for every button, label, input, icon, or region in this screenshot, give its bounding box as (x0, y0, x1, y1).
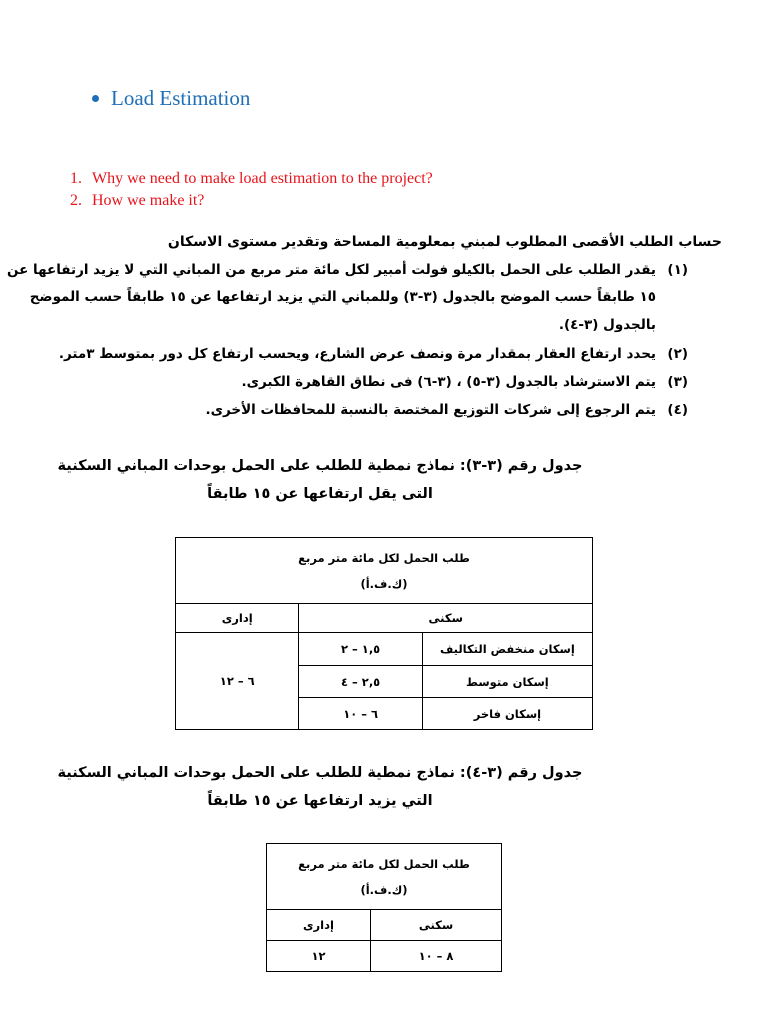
table-row (176, 633, 593, 666)
heading-text: Load Estimation (111, 86, 251, 110)
table-header (267, 844, 502, 910)
table-header (176, 538, 593, 604)
table-caption: جدول رقم (٣-٣): نماذج نمطية للطلب على الحمل بوحدات المباني السكنية (57, 458, 583, 474)
table-header-title: طلب الحمل لكل مائة متر مربع (298, 550, 470, 565)
administrative-value: ٦ – ١٢ (176, 633, 299, 730)
item-number: (٤) (667, 402, 688, 418)
item-line: ١٥ طابقاً حسب الموضح بالجدول (٣-٣) وللمباني التي يزيد ارتفاعها عن ١٥ طابقاً حسب الموضح (29, 289, 656, 305)
question-number: 1. (70, 170, 82, 187)
item-line: يقدر الطلب على الحمل بالكيلو فولت أمبير لكل مائة متر مربع من المباني التي لا يزيد ارتفاعها عن (6, 262, 656, 278)
column-header-residential: سكنى (299, 604, 593, 633)
table-row (267, 941, 502, 972)
item-number: (٣) (667, 374, 688, 390)
question-text: Why we need to make load estimation to the project? (92, 170, 433, 187)
residential-value: ٦ – ١٠ (299, 698, 422, 730)
question-item (70, 192, 204, 210)
item-line: بالجدول (٣-٤). (558, 317, 656, 333)
bullet-icon (92, 95, 99, 102)
residential-value: ١,٥ – ٢ (299, 633, 422, 666)
section-heading (92, 86, 250, 111)
administrative-value: ١٢ (267, 941, 371, 972)
item-line: يتم الاسترشاد بالجدول (٣-٥) ، (٣-٦) فى نطاق القاهرة الكبرى. (241, 374, 656, 390)
question-item (70, 170, 433, 188)
table-header-unit: (ك.ف.أ) (360, 882, 408, 897)
load-table-low-rise (175, 537, 593, 730)
housing-type: إسكان فاخر (422, 698, 592, 730)
table-header-unit: (ك.ف.أ) (360, 576, 408, 591)
table-caption: جدول رقم (٣-٤): نماذج نمطية للطلب على الحمل بوحدات المباني السكنية (57, 765, 583, 781)
item-number: (٢) (667, 346, 688, 362)
item-line: يحدد ارتفاع العقار بمقدار مرة ونصف عرض الشارع، ويحسب ارتفاع كل دور بمتوسط ٣متر. (58, 346, 656, 362)
column-header-administrative: إدارى (176, 604, 299, 633)
intro-text: حساب الطلب الأقصى المطلوب لمبني بمعلومية المساحة وتقدير مستوى الاسكان (167, 234, 722, 250)
question-text: How we make it? (92, 192, 205, 209)
column-header-administrative: إدارى (267, 910, 371, 941)
load-table-high-rise (266, 843, 502, 972)
question-number: 2. (70, 192, 82, 209)
residential-value: ٢,٥ – ٤ (299, 666, 422, 698)
column-header-residential: سكنى (371, 910, 502, 941)
table-caption: التى يقل ارتفاعها عن ١٥ طابقاً (207, 486, 433, 502)
item-line: يتم الرجوع إلى شركات التوزيع المختصة بالنسبة للمحافظات الأخرى. (205, 402, 656, 418)
table-header-title: طلب الحمل لكل مائة متر مربع (298, 856, 470, 871)
housing-type: إسكان منخفض التكاليف (422, 633, 592, 666)
table-caption: التي يزيد ارتفاعها عن ١٥ طابقاً (207, 793, 433, 809)
residential-value: ٨ – ١٠ (371, 941, 502, 972)
item-number: (١) (667, 262, 688, 278)
housing-type: إسكان متوسط (422, 666, 592, 698)
